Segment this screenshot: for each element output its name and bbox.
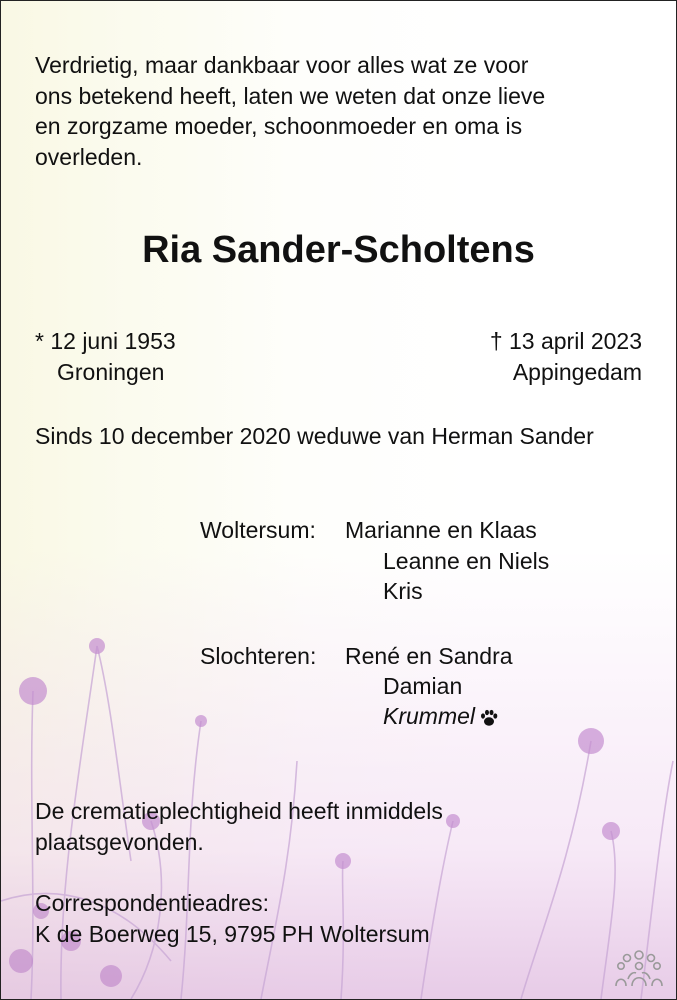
birth-place: Groningen: [57, 358, 165, 385]
intro-line: overleden.: [35, 143, 143, 170]
correspondence-address: K de Boerweg 15, 9795 PH Woltersum: [35, 920, 430, 947]
intro-line: Verdrietig, maar dankbaar voor alles wat ze voor: [35, 52, 529, 78]
intro-text: [35, 50, 545, 172]
death-date: † 13 april 2023: [489, 328, 642, 354]
family-location: Woltersum:: [200, 517, 316, 543]
widow-line: Sinds 10 december 2020 weduwe van Herman Sander: [35, 423, 594, 449]
family-location: Slochteren:: [200, 643, 317, 669]
cremation-text: [35, 796, 443, 857]
deceased-name: Ria Sander-Scholtens: [142, 229, 535, 271]
intro-line: en zorgzame moeder, schoonmoeder en oma is: [35, 113, 523, 139]
paw-print-icon: [479, 708, 499, 728]
death-place: Appingedam: [512, 358, 642, 385]
correspondence-label: Correspondentieadres:: [35, 890, 269, 916]
family-people-icon: [614, 949, 664, 987]
pet-name: Krummel: [383, 703, 476, 729]
family-member: Kris: [383, 578, 423, 604]
cremation-line: De crematieplechtigheid heeft inmiddels: [35, 798, 443, 824]
cremation-line: plaatsgevonden.: [35, 828, 204, 855]
family-member-pet: [383, 701, 499, 732]
family-member: Damian: [383, 673, 463, 699]
intro-line: ons betekend heeft, laten we weten dat onze lieve: [35, 82, 546, 109]
family-member: René en Sandra: [345, 643, 513, 669]
correspondence-block: [35, 888, 430, 949]
birth-date: * 12 juni 1953: [35, 328, 176, 354]
birth-info: [35, 326, 176, 387]
family-member: Leanne en Niels: [383, 548, 550, 574]
death-info: [490, 326, 642, 387]
family-member: Marianne en Klaas: [345, 517, 537, 543]
